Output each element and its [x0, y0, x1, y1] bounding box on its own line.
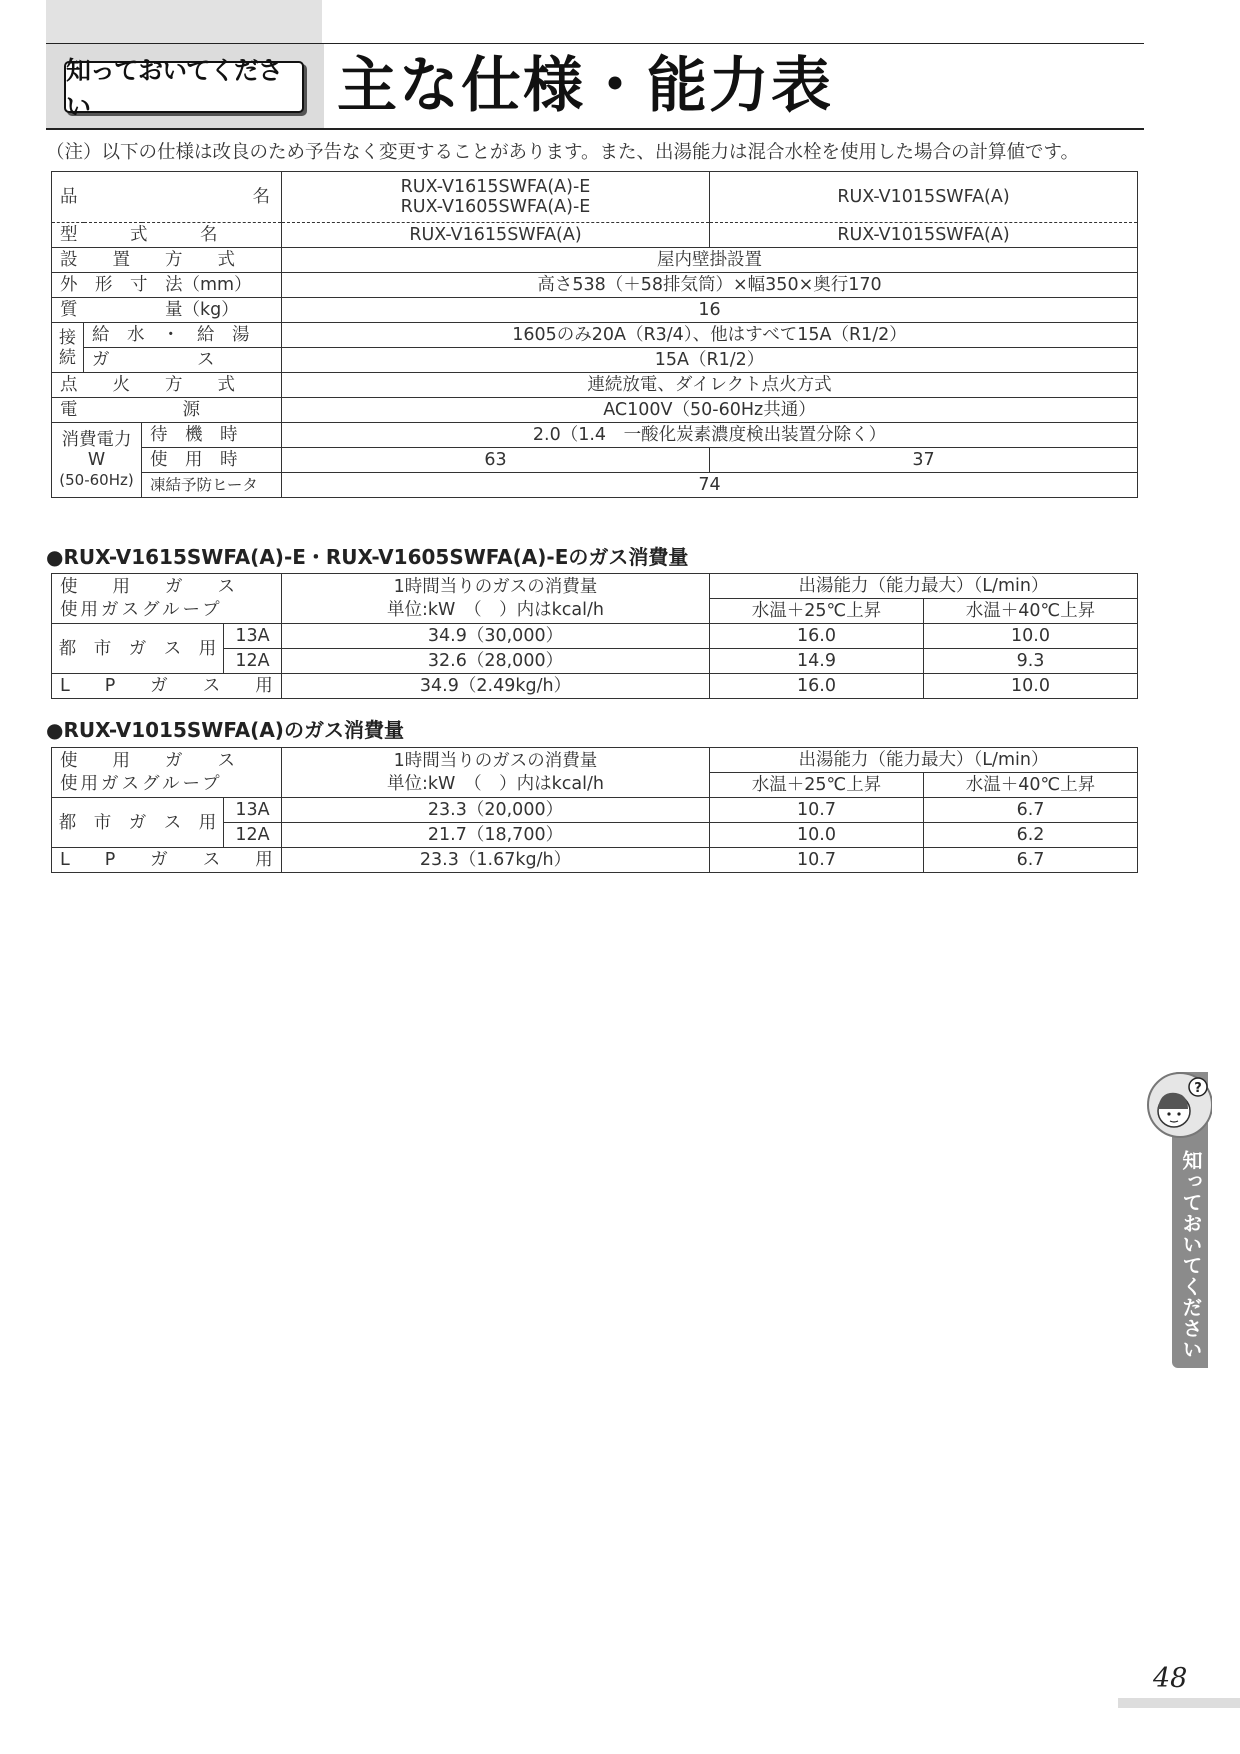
spec-table — [51, 171, 1138, 498]
table-row — [52, 574, 1138, 599]
rise40-cell: 9.3 — [924, 649, 1138, 674]
consumption-label-2: W — [87, 450, 106, 470]
mass-value: 16 — [282, 298, 1138, 323]
table-row — [52, 323, 1138, 348]
consumption-header-cell — [282, 574, 710, 624]
model-label: 型 式 名 — [52, 223, 282, 248]
gas-group-cell: 12A — [224, 649, 282, 674]
table-row — [52, 848, 1138, 873]
section1-title: ●RUX-V1615SWFA(A)-E・RUX-V1605SWFA(A)-Eのガス消費量 — [46, 545, 689, 569]
page-number: 48 — [1153, 1663, 1188, 1694]
table-row — [52, 624, 1138, 649]
rise40-header: 水温＋40℃上昇 — [924, 773, 1138, 798]
water-value: 1605のみ20A（R3/4）、他はすべて15A（R1/2） — [282, 323, 1138, 348]
table-row — [52, 373, 1138, 398]
page-number-bar — [1118, 1698, 1240, 1708]
heater-label: 凍結予防ヒータ — [142, 473, 282, 498]
lp-rise40-cell: 6.7 — [924, 848, 1138, 873]
mass-label: 質 量（kg） — [52, 298, 282, 323]
use-label: 使 用 時 — [142, 448, 282, 473]
table-row — [52, 273, 1138, 298]
table-row — [52, 223, 1138, 248]
product-name-label: 品 名 — [52, 172, 282, 223]
table-row — [52, 674, 1138, 699]
rise40-cell: 6.7 — [924, 798, 1138, 823]
power-label: 電 源 — [52, 398, 282, 423]
gas-label: ガ ス — [84, 348, 282, 373]
standby-label: 待 機 時 — [142, 423, 282, 448]
table-row — [52, 473, 1138, 498]
section-badge: 知っておいてください — [64, 61, 304, 113]
gas-header: 使 用 ガ ス — [60, 576, 235, 597]
table-row — [52, 348, 1138, 373]
lp-gas-label: L P ガ ス 用 — [52, 674, 282, 699]
consumption-cell: 32.6（28,000） — [282, 649, 710, 674]
lp-rise25-cell: 10.7 — [710, 848, 924, 873]
rise25-cell: 14.9 — [710, 649, 924, 674]
dimension-label: 外 形 寸 法（mm） — [52, 273, 282, 298]
heater-value: 74 — [282, 473, 1138, 498]
header-top-band — [46, 0, 322, 44]
question-mascot-icon — [1142, 1067, 1212, 1147]
lp-gas-label: L P ガ ス 用 — [52, 848, 282, 873]
consumption-label-1: 消費電力 — [61, 430, 132, 450]
consumption-label — [52, 423, 142, 498]
spec-note: （注）以下の仕様は改良のため予告なく変更することがあります。また、出湯能力は混合水栓を使用した場合の計算値です。 — [46, 142, 1080, 163]
side-tab-label: 知っておいてください — [1179, 1150, 1203, 1360]
header-rule-bottom — [46, 128, 1144, 130]
output-header: 出湯能力（能力最大）（L/min） — [710, 574, 1138, 599]
gas-group-cell: 12A — [224, 823, 282, 848]
table-row — [52, 423, 1138, 448]
lp-rise40-cell: 10.0 — [924, 674, 1138, 699]
gas-table-2 — [51, 747, 1138, 873]
output-header: 出湯能力（能力最大）（L/min） — [710, 748, 1138, 773]
consumption-cell: 23.3（20,000） — [282, 798, 710, 823]
gas-table-1 — [51, 573, 1138, 699]
rise25-cell: 10.0 — [710, 823, 924, 848]
product-name-a — [282, 172, 710, 223]
lp-consumption-cell: 23.3（1.67kg/h） — [282, 848, 710, 873]
ignition-label: 点 火 方 式 — [52, 373, 282, 398]
gas-value: 15A（R1/2） — [282, 348, 1138, 373]
model-a: RUX-V1615SWFA(A) — [282, 223, 710, 248]
table-row — [52, 248, 1138, 273]
consumption-cell: 21.7（18,700） — [282, 823, 710, 848]
gas-group-header: 使用ガスグループ — [60, 599, 223, 620]
table-row — [52, 798, 1138, 823]
page-title: 主な仕様・能力表 — [337, 51, 833, 121]
table-row — [52, 298, 1138, 323]
table-row — [52, 748, 1138, 773]
install-label: 設 置 方 式 — [52, 248, 282, 273]
model-b: RUX-V1015SWFA(A) — [710, 223, 1138, 248]
product-name-a-1: RUX-V1615SWFA(A)-E — [400, 177, 591, 197]
svg-text:?: ? — [1194, 1081, 1202, 1096]
product-name-b: RUX-V1015SWFA(A) — [710, 172, 1138, 223]
water-label: 給 水 ・ 給 湯 — [84, 323, 282, 348]
rise40-cell: 10.0 — [924, 624, 1138, 649]
consumption-header-cell — [282, 748, 710, 798]
table-row — [52, 398, 1138, 423]
gas-header: 使 用 ガ ス — [60, 750, 235, 771]
rise25-cell: 16.0 — [710, 624, 924, 649]
use-value-a: 63 — [282, 448, 710, 473]
lp-consumption-cell: 34.9（2.49kg/h） — [282, 674, 710, 699]
gas-group-header: 使用ガスグループ — [60, 773, 223, 794]
rise40-cell: 6.2 — [924, 823, 1138, 848]
consumption-header-2: 単位:kW （ ）内はkcal/h — [387, 599, 604, 620]
dimension-value: 高さ538（＋58排気筒）×幅350×奥行170 — [282, 273, 1138, 298]
gas-group-cell: 13A — [224, 624, 282, 649]
consumption-header-2: 単位:kW （ ）内はkcal/h — [387, 773, 604, 794]
connection-label: 接続 — [52, 323, 84, 373]
consumption-header-1: 1時間当りのガスの消費量 — [393, 576, 598, 597]
gas-header-cell — [52, 574, 282, 624]
use-value-b: 37 — [710, 448, 1138, 473]
table-row — [52, 448, 1138, 473]
consumption-header-1: 1時間当りのガスの消費量 — [393, 750, 598, 771]
gas-header-cell — [52, 748, 282, 798]
standby-value: 2.0（1.4 一酸化炭素濃度検出装置分除く） — [282, 423, 1138, 448]
rise40-header: 水温＋40℃上昇 — [924, 599, 1138, 624]
rise25-header: 水温＋25℃上昇 — [710, 599, 924, 624]
consumption-label-3: (50-60Hz) — [59, 471, 134, 489]
install-value: 屋内壁掛設置 — [282, 248, 1138, 273]
rise25-header: 水温＋25℃上昇 — [710, 773, 924, 798]
power-value: AC100V（50-60Hz共通） — [282, 398, 1138, 423]
section2-title: ●RUX-V1015SWFA(A)のガス消費量 — [46, 718, 404, 742]
city-gas-label: 都 市 ガ ス 用 — [52, 624, 224, 674]
gas-group-cell: 13A — [224, 798, 282, 823]
rise25-cell: 10.7 — [710, 798, 924, 823]
ignition-value: 連続放電、ダイレクト点火方式 — [282, 373, 1138, 398]
lp-rise25-cell: 16.0 — [710, 674, 924, 699]
consumption-cell: 34.9（30,000） — [282, 624, 710, 649]
product-name-a-2: RUX-V1605SWFA(A)-E — [400, 197, 591, 217]
city-gas-label: 都 市 ガ ス 用 — [52, 798, 224, 848]
table-row — [52, 172, 1138, 223]
